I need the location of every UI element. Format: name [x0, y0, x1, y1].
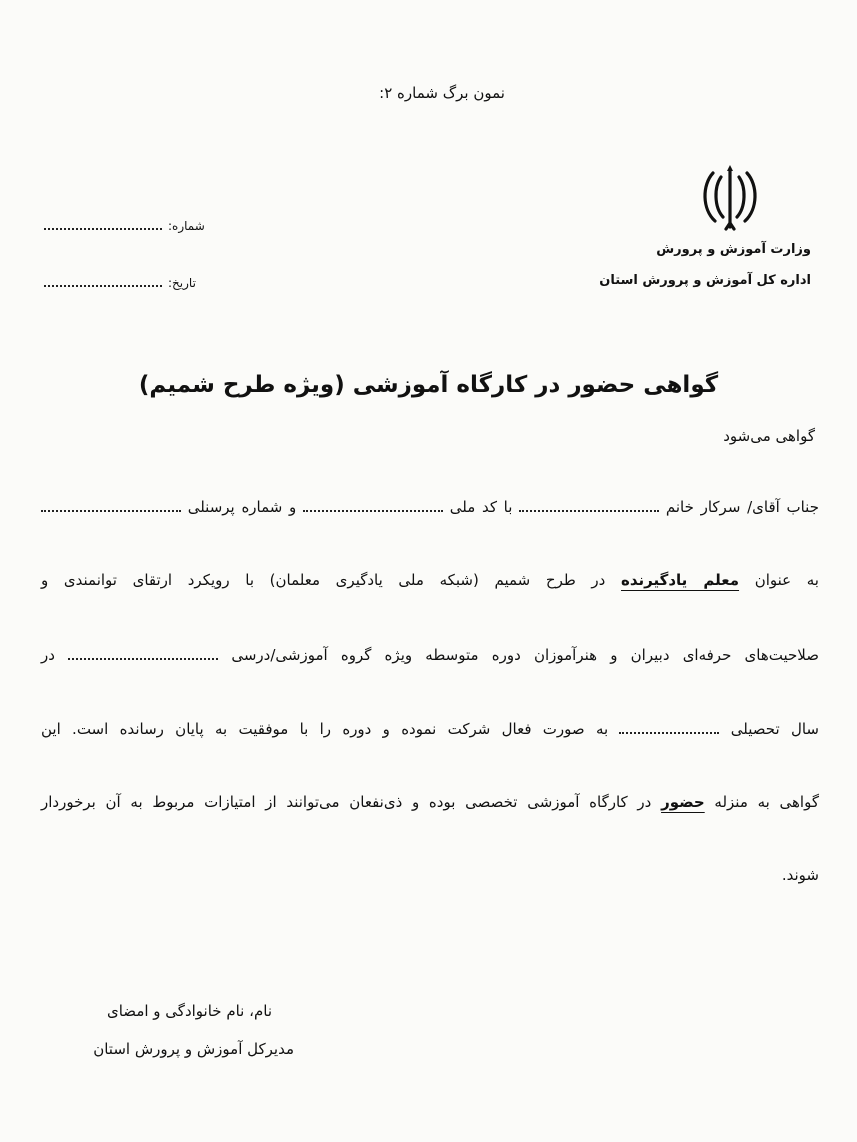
number-label: شماره:: [168, 219, 205, 233]
national-code-dots: [303, 502, 443, 512]
date-label: تاریخ:: [168, 276, 196, 290]
national-code-label: با کد ملی: [449, 498, 513, 516]
certificate-title: گواهی حضور در کارگاه آموزشی (ویژه طرح شمیم): [138, 372, 719, 398]
body-line-1: [41, 498, 819, 516]
body-line-5: [41, 793, 819, 811]
benefits-text: در کارگاه آموزشی تخصصی بوده و ذی‌نفعان می‌توانند از امتیازات مربوط به آن برخوردار: [41, 793, 652, 811]
certificate-as-label: گواهی به منزله: [714, 793, 819, 811]
name-label: جناب آقای/ سرکار خانم: [665, 498, 819, 516]
certify-line: گواهی می‌شود: [723, 427, 815, 445]
body-line-4: [41, 720, 819, 738]
form-number: نمون برگ شماره ۲:: [379, 84, 505, 102]
body-line-6: شوند.: [781, 866, 819, 884]
signer-title: مدیرکل آموزش و پرورش استان: [93, 1040, 294, 1058]
attendance-emphasis: حضور: [661, 793, 705, 811]
academic-year-label: سال تحصیلی: [730, 720, 819, 738]
competencies-text: صلاحیت‌های حرفه‌ای دبیران و هنرآموزان دوره متوسطه ویژه گروه آموزشی/درسی: [231, 646, 819, 664]
name-dots: [519, 502, 659, 512]
department-name: اداره کل آموزش و پرورش استان: [599, 273, 811, 288]
completion-text: به صورت فعال شرکت نموده و دوره را با موفقیت به پایان رسانده است. این: [41, 720, 609, 738]
personnel-number-label: و شماره پرسنلی: [187, 498, 297, 516]
in-label: در: [41, 646, 55, 664]
date-dots: [44, 275, 162, 287]
iran-emblem-icon: [699, 163, 761, 235]
ministry-name: وزارت آموزش و پرورش: [656, 242, 811, 257]
as-label: به عنوان: [754, 571, 819, 589]
body-line-3: [41, 646, 819, 664]
number-field: [44, 218, 205, 233]
program-description: در طرح شمیم (شبکه ملی یادگیری معلمان) با رویکرد ارتقای توانمندی و: [41, 571, 606, 589]
body-line-2: [41, 571, 819, 589]
personnel-number-dots: [41, 502, 181, 512]
learning-teacher-emphasis: معلم یادگیرنده: [621, 571, 740, 589]
number-dots: [44, 218, 162, 230]
academic-year-dots: [619, 724, 719, 734]
subject-group-dots: [68, 650, 218, 660]
signer-name-label: نام، نام خانوادگی و امضای: [107, 1002, 272, 1020]
date-field: [44, 275, 196, 290]
